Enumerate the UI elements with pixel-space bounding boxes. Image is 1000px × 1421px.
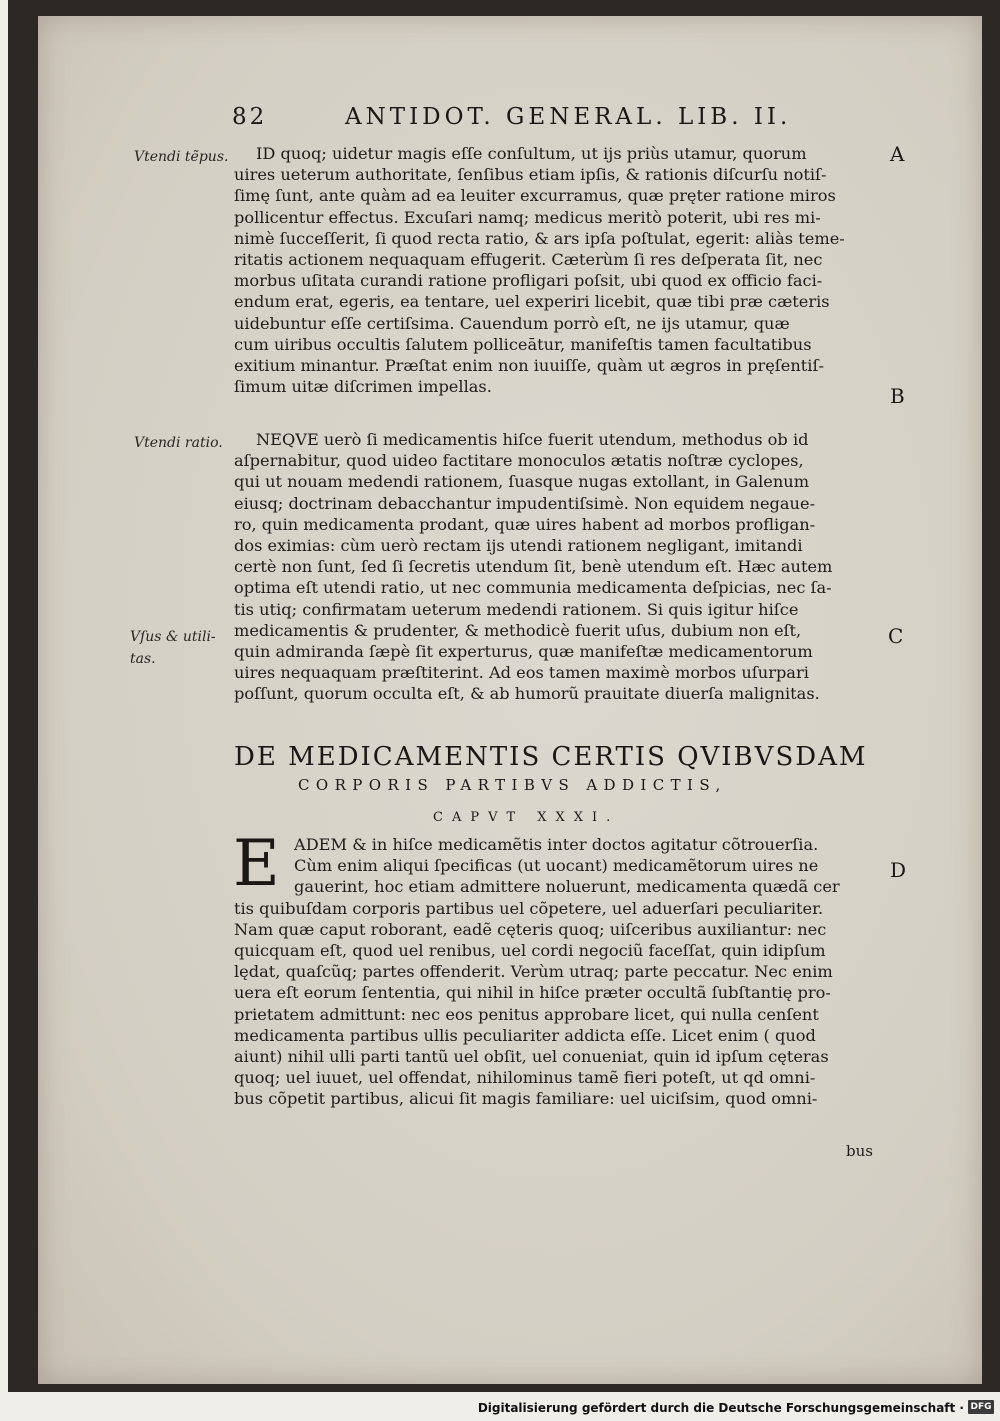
text-line: uires nequaquam præſtiterint. Ad eos tamen maximè morbos uſurpari xyxy=(234,663,809,683)
running-header xyxy=(0,104,1000,138)
text-line: ſimę ſunt, ante quàm ad ea leuiter excurramus, quæ pręter ratione miros xyxy=(234,186,836,206)
text-line: certè non ſunt, ſed ſi ſecretis utendum ſit, benè utendum eſt. Hæc autem xyxy=(234,557,833,577)
text-line: medicamentis & prudenter, & methodicè fuerit uſus, dubium non eſt, xyxy=(234,620,802,640)
text-line: eiusq; doctrinam debacchantur impudentiſsimè. Non equidem negaue- xyxy=(234,493,816,513)
text-line: qui ut nouam medendi rationem, ſuasque nugas extollant, in Galenum xyxy=(234,472,810,492)
text-line: exitium minantur. Præſtat enim non iuuiſſe, quàm ut ægros in pręſentiſ- xyxy=(234,355,824,375)
dfg-logo[interactable]: DFG xyxy=(968,1400,994,1414)
catchword: bus xyxy=(846,1142,873,1160)
text-line: bus cõpetit partibus, alicui ſit magis familiare: uel uiciſsim, quod omni- xyxy=(234,1089,818,1109)
text-line: optima eſt utendi ratio, ut nec communia medicamenta deſpicias, nec ſa- xyxy=(234,578,832,598)
text-line: quoq; uel iuuet, uel offendat, nihilominus tamẽ fieri poteſt, ut qd omni- xyxy=(234,1068,816,1088)
side-letter-c: C xyxy=(888,624,904,648)
text-line: uera eſt eorum ſententia, qui nihil in hiſce præter occultã ſubſtantię pro- xyxy=(234,983,831,1003)
margin-note-vsus-utilitas-2: tas. xyxy=(130,651,156,667)
side-letter-d: D xyxy=(890,858,907,882)
text-line: gauerint, hoc etiam admittere noluerunt, medicamenta quædã cer xyxy=(294,877,840,897)
chapter-number: CAPVT XXXI. xyxy=(433,810,620,825)
text-line: ſimum uitæ diſcrimen impellas. xyxy=(234,377,492,397)
text-line: aiunt) nihil ulli parti tantũ uel obſit, uel conueniat, quin id ipſum cęteras xyxy=(234,1046,829,1066)
chapter-title: DE MEDICAMENTIS CERTIS QVIBVSDAM xyxy=(234,742,868,772)
text-line: pollicentur effectus. Excuſari namq; medicus meritò poterit, ubi res mi- xyxy=(234,207,821,227)
drop-capital: E xyxy=(233,827,280,901)
footer-credit: Digitalisierung gefördert durch die Deutsche Forschungsgemeinschaft · xyxy=(477,1401,964,1415)
margin-note-vtendi-tempus: Vtendi tẽpus. xyxy=(134,149,229,165)
margin-note-vtendi-ratio: Vtendi ratio. xyxy=(134,435,223,451)
paragraph-3 xyxy=(233,827,840,1109)
text-line: ADEM & in hiſce medicamẽtis inter doctos agitatur cõtrouerſia. xyxy=(294,835,819,854)
side-letter-b: B xyxy=(890,384,905,408)
page-number: 82 xyxy=(232,104,268,130)
text-line: dos eximias: cùm uerò rectam ijs utendi rationem negligant, imitandi xyxy=(234,535,803,555)
text-line: tis utiq; confirmatam ueterum medendi rationem. Si quis igitur hiſce xyxy=(234,599,799,619)
running-title: ANTIDOT. GENERAL. LIB. II. xyxy=(345,104,792,130)
text-line: medicamenta partibus ullis peculiariter addicta eſſe. Licet enim ( quod xyxy=(234,1025,816,1045)
text-line: nimè ſucceſſerit, ſi quod recta ratio, & ars ipſa poſtulat, egerit: aliàs teme- xyxy=(234,228,845,248)
text-line: aſpernabitur, quod uideo factitare monoculos ætatis noſtræ cyclopes, xyxy=(234,451,804,471)
text-line: prietatem admittunt: nec eos penitus approbare licet, qui nulla cenſent xyxy=(234,1004,819,1024)
paragraph-1 xyxy=(234,143,845,397)
text-line: morbus uſitata curandi ratione profligari poſsit, ubi quod ex officio faci- xyxy=(234,271,823,291)
text-line: Cùm enim aliqui ſpecificas (ut uocant) medicamẽtorum uires ne xyxy=(294,856,819,876)
paragraph-2 xyxy=(234,429,832,704)
digitization-footer xyxy=(0,1398,1000,1418)
text-line: Nam quæ caput roborant, eadẽ cęteris quoq; uiſceribus auxiliantur: nec xyxy=(234,919,827,939)
text-line: poſſunt, quorum occulta eſt, & ab humorũ prauitate diuerſa malignitas. xyxy=(234,684,820,704)
text-line: ID quoq; uidetur magis eſſe conſultum, ut ijs priùs utamur, quorum xyxy=(256,144,807,163)
side-letter-a: A xyxy=(890,142,905,166)
margin-note-vsus-utilitas: Vſus & utili- xyxy=(130,629,216,645)
text-line: quicquam eſt, quod uel renibus, uel cordi negociũ faceſſat, quin idipſum xyxy=(234,940,826,960)
text-line: ro, quin medicamenta prodant, quæ uires habent ad morbos profligan- xyxy=(234,514,816,534)
text-line: cum uiribus occultis ſalutem polliceātur, manifeſtis tamen facultatibus xyxy=(234,334,812,354)
text-line: uires ueterum authoritate, ſenſibus etiam ipſis, & rationis diſcurſu notiſ- xyxy=(234,165,827,185)
text-line: lędat, quaſcũq; partes offenderit. Verùm utraq; parte peccatur. Nec enim xyxy=(234,962,833,982)
text-line: endum erat, egeris, ea tentare, uel experiri licebit, quæ tibi præ cæteris xyxy=(234,292,830,312)
text-line: ritatis actionem nequaquam effugerit. Cæterùm ſi res deſperata ſit, nec xyxy=(234,249,823,269)
text-line: quin admiranda ſæpè ſit experturus, quæ manifeſtæ medicamentorum xyxy=(234,641,813,661)
text-line: tis quibuſdam corporis partibus uel cõpetere, uel aduerſari peculiariter. xyxy=(234,898,824,918)
text-line: NEQVE uerò ſi medicamentis hiſce fuerit utendum, methodus ob id xyxy=(256,430,809,449)
chapter-subtitle: CORPORIS PARTIBVS ADDICTIS, xyxy=(298,776,727,794)
text-line: uidebuntur eſſe certiſsima. Cauendum porrò eſt, ne ijs utamur, quæ xyxy=(234,313,790,333)
